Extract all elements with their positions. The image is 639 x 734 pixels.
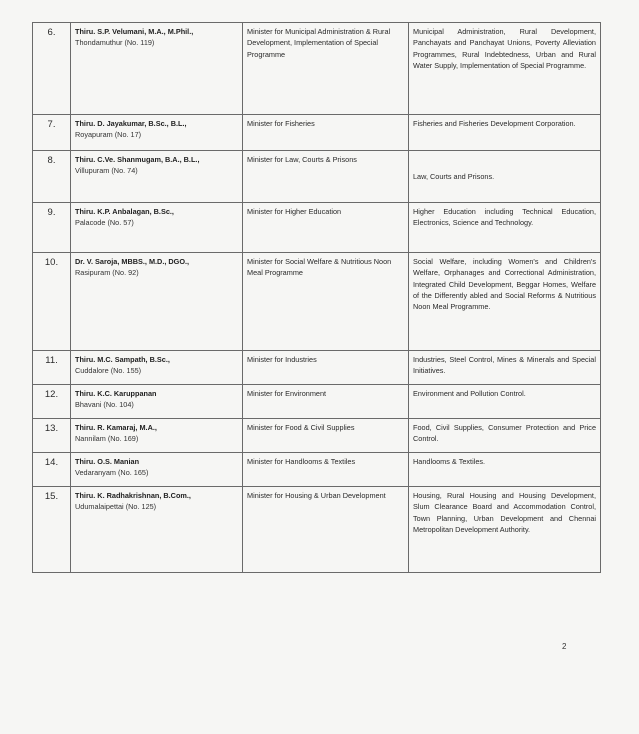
table-row <box>33 203 601 253</box>
minister-name: Dr. V. Saroja, MBBS., M.D., DGO., <box>75 257 190 266</box>
minister-name-cell <box>71 23 243 115</box>
minister-name: Thiru. K.C. Karuppanan <box>75 389 157 398</box>
minister-name-cell <box>71 115 243 151</box>
minister-name-cell <box>71 453 243 487</box>
ministry: Minister for Social Welfare & Nutritious Noon Meal Programme <box>243 253 409 351</box>
table-row <box>33 453 601 487</box>
row-number: 14. <box>33 453 71 487</box>
subjects: Municipal Administration, Rural Development, Panchayats and Panchayat Unions, Poverty Alleviation Programmes, Rural Indebtedness, Urban and Rural Water Supply, Implementation of Special Programme. <box>409 23 601 115</box>
constituency: Nannilam (No. 169) <box>75 434 139 444</box>
row-number: 6. <box>33 23 71 115</box>
row-number: 9. <box>33 203 71 253</box>
minister-name-cell <box>71 419 243 453</box>
constituency: Udumalaipettai (No. 125) <box>75 502 157 512</box>
minister-name: Thiru. S.P. Velumani, M.A., M.Phil., <box>75 27 194 36</box>
table-row <box>33 385 601 419</box>
table-row <box>33 23 601 115</box>
row-number: 15. <box>33 487 71 573</box>
minister-name: Thiru. K.P. Anbalagan, B.Sc., <box>75 207 174 216</box>
ministry: Minister for Environment <box>243 385 409 419</box>
subjects: Social Welfare, including Women's and Children's Welfare, Orphanages and Correctional Administration, Integrated Child Development, Beggar Homes, Welfare of the Differently abled and Social Reforms & Nutritious Noon Meal Programme. <box>409 253 601 351</box>
constituency: Vedaranyam (No. 165) <box>75 468 149 478</box>
minister-name-cell <box>71 203 243 253</box>
minister-name-cell <box>71 385 243 419</box>
minister-name-cell <box>71 351 243 385</box>
ministers-table <box>32 22 601 573</box>
subjects: Environment and Pollution Control. <box>409 385 601 419</box>
minister-name: Thiru. C.Ve. Shanmugam, B.A., B.L., <box>75 155 200 164</box>
minister-name: Thiru. R. Kamaraj, M.A., <box>75 423 157 432</box>
page-number: 2 <box>562 642 567 651</box>
ministry: Minister for Fisheries <box>243 115 409 151</box>
ministry: Minister for Law, Courts & Prisons <box>243 151 409 203</box>
minister-name: Thiru. O.S. Manian <box>75 457 140 466</box>
constituency: Cuddalore (No. 155) <box>75 366 142 376</box>
row-number: 13. <box>33 419 71 453</box>
constituency: Palacode (No. 57) <box>75 218 134 228</box>
minister-name-cell <box>71 487 243 573</box>
row-number: 8. <box>33 151 71 203</box>
table-row <box>33 351 601 385</box>
minister-name: Thiru. D. Jayakumar, B.Sc., B.L., <box>75 119 187 128</box>
constituency: Royapuram (No. 17) <box>75 130 142 140</box>
ministry: Minister for Handlooms & Textiles <box>243 453 409 487</box>
constituency: Rasipuram (No. 92) <box>75 268 139 278</box>
subjects: Industries, Steel Control, Mines & Minerals and Special Initiatives. <box>409 351 601 385</box>
constituency: Bhavani (No. 104) <box>75 400 134 410</box>
subjects: Handlooms & Textiles. <box>409 453 601 487</box>
subjects: Food, Civil Supplies, Consumer Protection and Price Control. <box>409 419 601 453</box>
ministry: Minister for Municipal Administration & Rural Development, Implementation of Special Programme <box>243 23 409 115</box>
minister-name-cell <box>71 253 243 351</box>
ministry: Minister for Industries <box>243 351 409 385</box>
subjects: Fisheries and Fisheries Development Corporation. <box>409 115 601 151</box>
subjects: Law, Courts and Prisons. <box>409 151 601 203</box>
subjects: Higher Education including Technical Education, Electronics, Science and Technology. <box>409 203 601 253</box>
table-row <box>33 253 601 351</box>
constituency: Thondamuthur (No. 119) <box>75 38 155 48</box>
constituency: Villupuram (No. 74) <box>75 166 138 176</box>
ministry: Minister for Food & Civil Supplies <box>243 419 409 453</box>
table-row <box>33 151 601 203</box>
row-number: 12. <box>33 385 71 419</box>
minister-name: Thiru. M.C. Sampath, B.Sc., <box>75 355 170 364</box>
minister-name-cell <box>71 151 243 203</box>
table-row <box>33 419 601 453</box>
subjects: Housing, Rural Housing and Housing Development, Slum Clearance Board and Accommodation Control, Town Planning, Urban Development and Chennai Metropolitan Development Authority. <box>409 487 601 573</box>
row-number: 10. <box>33 253 71 351</box>
row-number: 11. <box>33 351 71 385</box>
minister-name: Thiru. K. Radhakrishnan, B.Com., <box>75 491 191 500</box>
table-row <box>33 115 601 151</box>
ministry: Minister for Higher Education <box>243 203 409 253</box>
table-row <box>33 487 601 573</box>
ministry: Minister for Housing & Urban Development <box>243 487 409 573</box>
row-number: 7. <box>33 115 71 151</box>
